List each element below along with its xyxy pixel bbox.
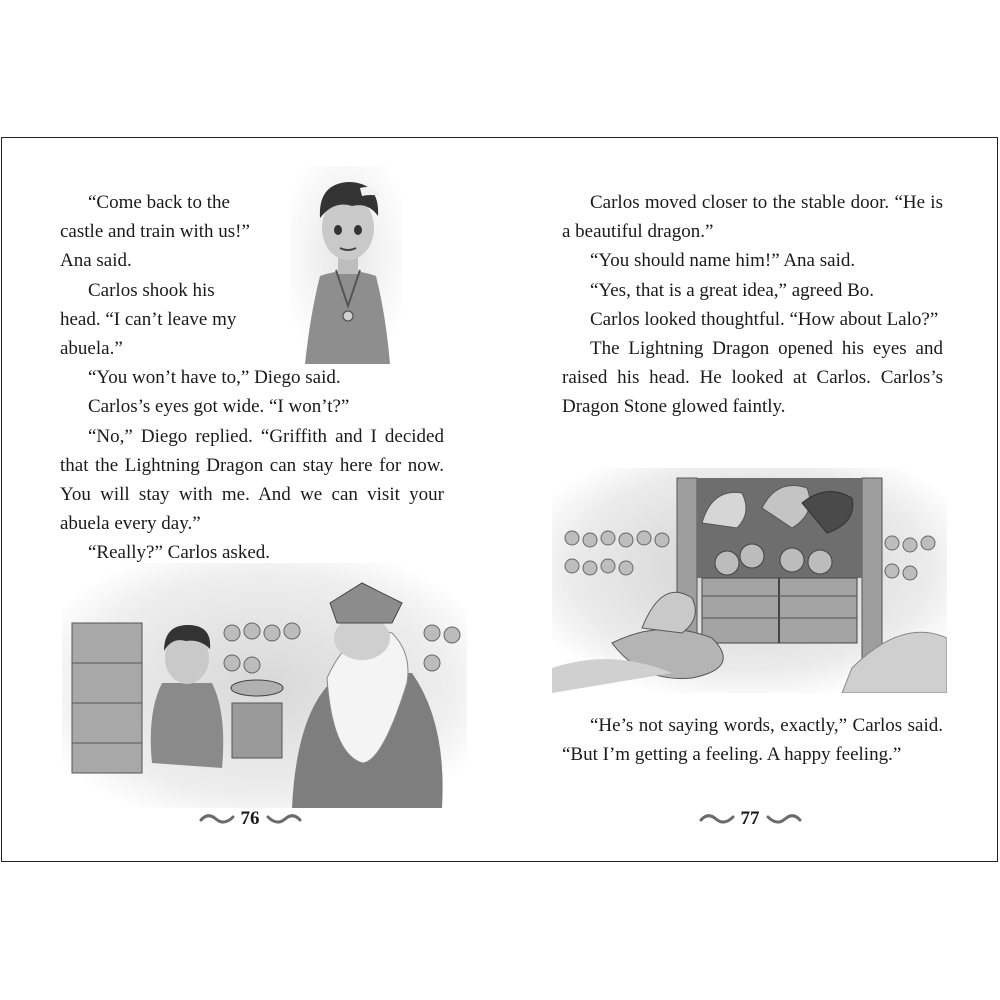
page-number: 77 xyxy=(740,808,760,829)
paragraph: Carlos’s eyes got wide. “I won’t?” xyxy=(88,396,350,418)
paragraph: “He’s not saying words, exactly,” Carlos said. “But I’m getting a feeling. A happy feeling.” xyxy=(562,715,943,766)
carlos-and-diego-illustration xyxy=(62,563,467,808)
paragraph: The Lightning Dragon opened his eyes and raised his head. He looked at Carlos. Carlos’s Dragon Stone glowed faintly. xyxy=(562,338,943,418)
paragraph: “You won’t have to,” Diego said. xyxy=(88,367,341,389)
right-page xyxy=(500,138,997,861)
paragraph: “Come back to the castle and train with us!” Ana said. xyxy=(60,192,250,272)
page-folio-right xyxy=(680,807,820,831)
swirl-ornament-icon xyxy=(199,812,235,826)
paragraph: Carlos shook his head. “I can’t leave my abuela.” xyxy=(60,279,237,360)
paragraph: Carlos looked thoughtful. “How about Lalo?” xyxy=(590,308,939,330)
paragraph: “No,” Diego replied. “Griffith and I decided that the Lightning Dragon can stay here for now. You will stay with me. And we can visit your abuela every day.” xyxy=(60,425,444,535)
left-page xyxy=(2,138,500,861)
stable-dragons-illustration xyxy=(552,468,947,693)
swirl-ornament-icon xyxy=(699,812,735,826)
right-text-block-bottom xyxy=(562,711,943,769)
swirl-ornament-icon xyxy=(266,812,302,826)
left-text-block xyxy=(60,188,444,597)
paragraph: “Yes, that is a great idea,” agreed Bo. xyxy=(590,279,875,301)
paragraph: “Really?” Carlos asked. xyxy=(88,542,271,564)
paragraph: Carlos moved closer to the stable door. “He is a beautiful dragon.” xyxy=(562,192,943,243)
page-number: 76 xyxy=(240,808,260,829)
swirl-ornament-icon xyxy=(766,812,802,826)
page-folio-left xyxy=(180,807,320,831)
right-text-block-top xyxy=(562,188,943,422)
paragraph: “You should name him!” Ana said. xyxy=(590,250,856,272)
book-spread xyxy=(1,137,998,862)
